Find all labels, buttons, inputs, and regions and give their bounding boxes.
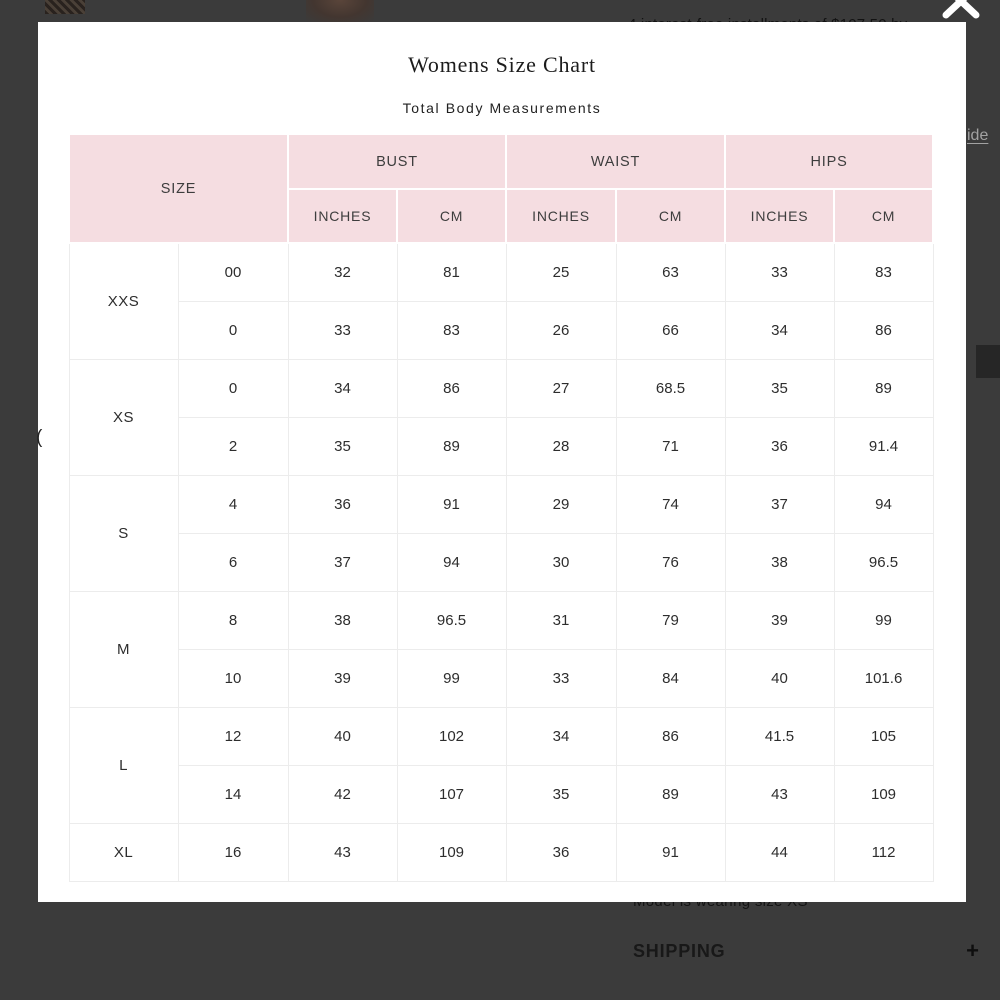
size-group-cell: XXS xyxy=(69,243,178,360)
measurement-cell: 39 xyxy=(288,650,397,708)
measurement-cell: 112 xyxy=(834,824,933,882)
measurement-cell: 91 xyxy=(397,476,506,534)
table-row xyxy=(69,243,933,302)
measurement-cell: 79 xyxy=(616,592,725,650)
measurement-cell: 34 xyxy=(506,708,616,766)
table-row xyxy=(69,708,933,766)
measurement-cell: 36 xyxy=(506,824,616,882)
table-row xyxy=(69,592,933,650)
measurement-cell: 44 xyxy=(725,824,834,882)
measurement-cell: 14 xyxy=(178,766,288,824)
clipped-glyph: ( xyxy=(36,427,43,448)
measurement-cell: 96.5 xyxy=(834,534,933,592)
measurement-cell: 91.4 xyxy=(834,418,933,476)
size-chart-modal xyxy=(38,22,966,902)
scrollbar-fragment xyxy=(976,345,1000,378)
measurement-cell: 34 xyxy=(725,302,834,360)
measurement-cell: 0 xyxy=(178,302,288,360)
measurement-cell: 6 xyxy=(178,534,288,592)
model-photo xyxy=(306,0,374,22)
table-row xyxy=(69,534,933,592)
size-guide-link[interactable]: ide xyxy=(967,127,989,144)
measurement-cell: 29 xyxy=(506,476,616,534)
measurement-cell: 37 xyxy=(725,476,834,534)
measurement-cell: 66 xyxy=(616,302,725,360)
measurement-cell: 81 xyxy=(397,243,506,302)
measurement-cell: 39 xyxy=(725,592,834,650)
table-row xyxy=(69,360,933,418)
measurement-cell: 33 xyxy=(288,302,397,360)
header-cell: CM xyxy=(616,189,725,243)
shipping-accordion[interactable] xyxy=(633,936,979,966)
table-row xyxy=(69,476,933,534)
modal-title: Womens Size Chart xyxy=(408,52,596,77)
measurement-cell: 36 xyxy=(288,476,397,534)
measurement-cell: 36 xyxy=(725,418,834,476)
header-cell: CM xyxy=(834,189,933,243)
measurement-cell: 12 xyxy=(178,708,288,766)
measurement-cell: 99 xyxy=(397,650,506,708)
measurement-cell: 40 xyxy=(288,708,397,766)
measurement-cell: 89 xyxy=(834,360,933,418)
measurement-cell: 0 xyxy=(178,360,288,418)
header-cell: INCHES xyxy=(506,189,616,243)
shipping-label: SHIPPING xyxy=(633,940,726,961)
measurement-cell: 89 xyxy=(397,418,506,476)
measurement-cell: 109 xyxy=(397,824,506,882)
size-group-cell: XS xyxy=(69,360,178,476)
measurement-cell: 31 xyxy=(506,592,616,650)
measurement-cell: 107 xyxy=(397,766,506,824)
size-group-cell: S xyxy=(69,476,178,592)
measurement-cell: 27 xyxy=(506,360,616,418)
measurement-cell: 91 xyxy=(616,824,725,882)
measurement-cell: 86 xyxy=(834,302,933,360)
measurement-cell: 96.5 xyxy=(397,592,506,650)
measurement-cell: 43 xyxy=(725,766,834,824)
measurement-cell: 84 xyxy=(616,650,725,708)
measurement-cell: 83 xyxy=(834,243,933,302)
measurement-cell: 86 xyxy=(616,708,725,766)
measurement-cell: 63 xyxy=(616,243,725,302)
measurement-cell: 2 xyxy=(178,418,288,476)
measurement-cell: 32 xyxy=(288,243,397,302)
header-cell: CM xyxy=(397,189,506,243)
measurement-cell: 25 xyxy=(506,243,616,302)
modal-subtitle: Total Body Measurements xyxy=(402,100,602,116)
measurement-cell: 94 xyxy=(834,476,933,534)
measurement-cell: 4 xyxy=(178,476,288,534)
measurement-cell: 94 xyxy=(397,534,506,592)
plus-icon[interactable]: + xyxy=(966,938,979,963)
measurement-cell: 109 xyxy=(834,766,933,824)
measurement-cell: 33 xyxy=(506,650,616,708)
header-cell: INCHES xyxy=(288,189,397,243)
measurement-cell: 33 xyxy=(725,243,834,302)
measurement-cell: 76 xyxy=(616,534,725,592)
header-cell: INCHES xyxy=(725,189,834,243)
measurement-cell: 99 xyxy=(834,592,933,650)
product-thumbnail xyxy=(45,0,85,14)
measurement-cell: 101.6 xyxy=(834,650,933,708)
measurement-cell: 16 xyxy=(178,824,288,882)
table-row xyxy=(69,418,933,476)
measurement-cell: 83 xyxy=(397,302,506,360)
measurement-cell: 34 xyxy=(288,360,397,418)
measurement-cell: 30 xyxy=(506,534,616,592)
measurement-cell: 71 xyxy=(616,418,725,476)
header-cell: BUST xyxy=(288,134,506,189)
table-row xyxy=(69,766,933,824)
measurement-cell: 86 xyxy=(397,360,506,418)
measurement-cell: 10 xyxy=(178,650,288,708)
table-row xyxy=(69,302,933,360)
measurement-cell: 43 xyxy=(288,824,397,882)
header-cell: HIPS xyxy=(725,134,933,189)
size-chart-table xyxy=(68,133,934,882)
measurement-cell: 105 xyxy=(834,708,933,766)
measurement-cell: 38 xyxy=(725,534,834,592)
table-row xyxy=(69,650,933,708)
measurement-cell: 00 xyxy=(178,243,288,302)
measurement-cell: 28 xyxy=(506,418,616,476)
header-cell: WAIST xyxy=(506,134,725,189)
measurement-cell: 37 xyxy=(288,534,397,592)
measurement-cell: 8 xyxy=(178,592,288,650)
measurement-cell: 26 xyxy=(506,302,616,360)
measurement-cell: 41.5 xyxy=(725,708,834,766)
measurement-cell: 102 xyxy=(397,708,506,766)
measurement-cell: 40 xyxy=(725,650,834,708)
header-cell: SIZE xyxy=(69,134,288,243)
measurement-cell: 89 xyxy=(616,766,725,824)
measurement-cell: 42 xyxy=(288,766,397,824)
measurement-cell: 35 xyxy=(506,766,616,824)
measurement-cell: 35 xyxy=(288,418,397,476)
table-row xyxy=(69,824,933,882)
close-icon[interactable] xyxy=(941,0,981,20)
measurement-cell: 38 xyxy=(288,592,397,650)
measurement-cell: 74 xyxy=(616,476,725,534)
size-group-cell: XL xyxy=(69,824,178,882)
size-group-cell: L xyxy=(69,708,178,824)
measurement-cell: 68.5 xyxy=(616,360,725,418)
measurement-cell: 35 xyxy=(725,360,834,418)
size-group-cell: M xyxy=(69,592,178,708)
